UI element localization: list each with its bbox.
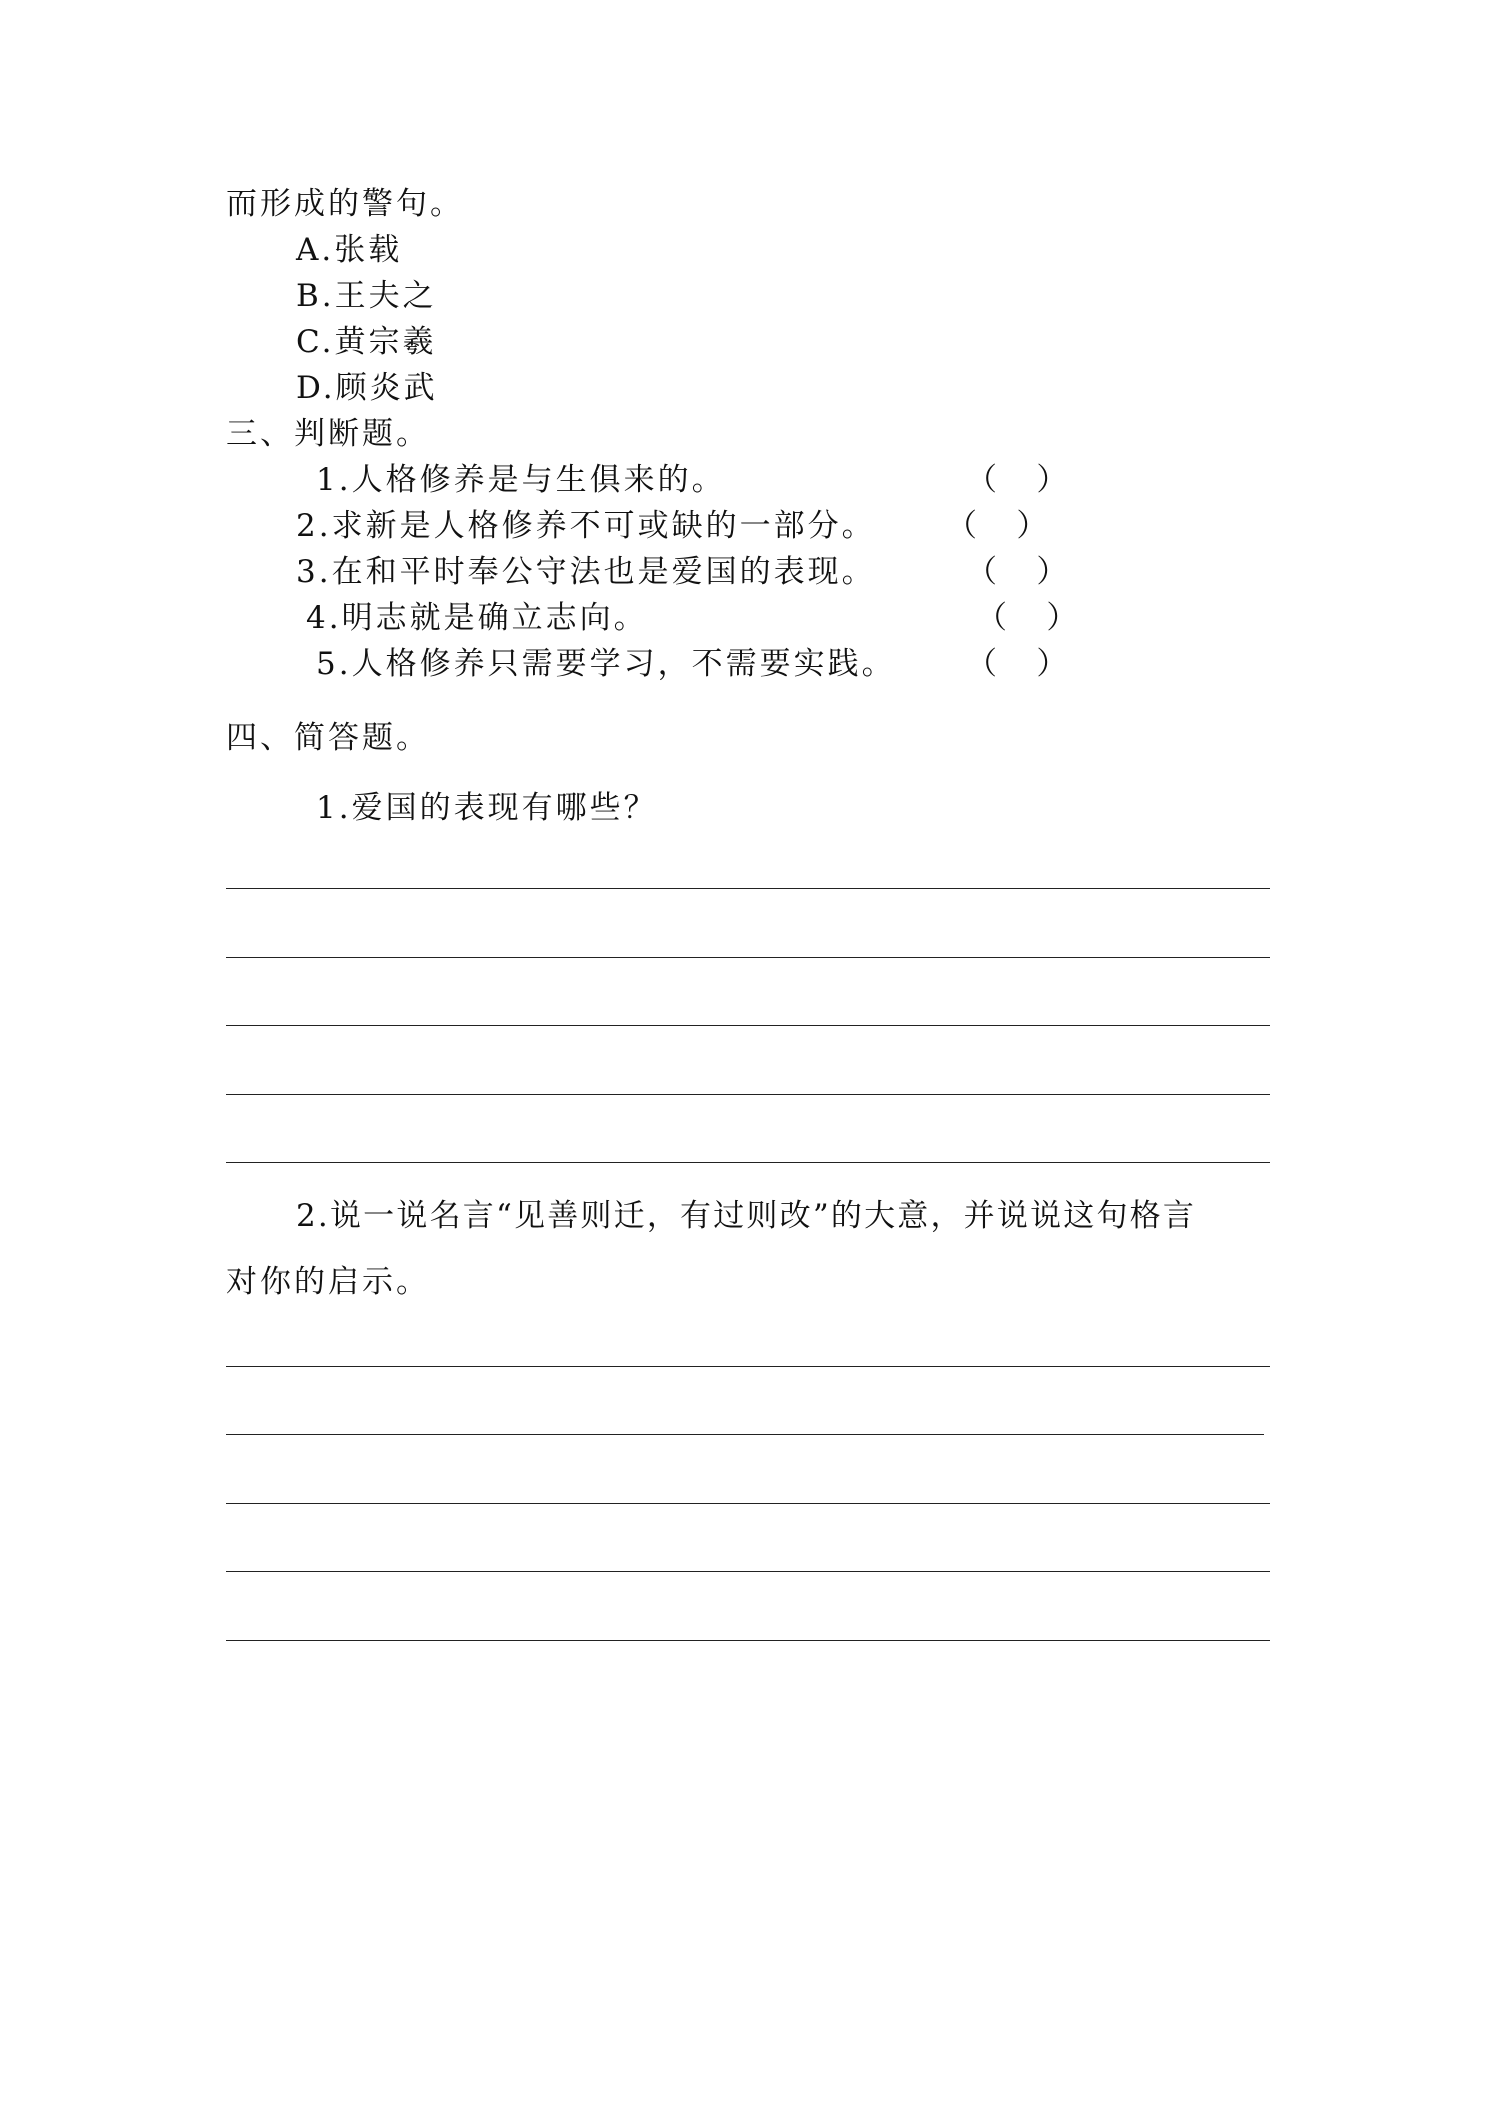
answer-line[interactable] (226, 1571, 1270, 1572)
answer-line[interactable] (226, 1503, 1270, 1504)
answer-line[interactable] (226, 888, 1270, 889)
judge-item-2: 2.求新是人格修养不可或缺的一部分。 (296, 508, 876, 544)
section4-title: 四、简答题。 (226, 720, 430, 756)
short-answer-question-2-line-2: 对你的启示。 (226, 1264, 430, 1300)
answer-line[interactable] (226, 1366, 1270, 1367)
section3-title: 三、判断题。 (226, 416, 430, 452)
judge-item-5: 5.人格修养只需要学习，不需要实践。 (316, 646, 896, 682)
answer-line[interactable] (226, 1162, 1270, 1163)
judge-item-3: 3.在和平时奉公守法也是爱国的表现。 (296, 554, 876, 590)
judge-answer-blank-4: （ ） (976, 600, 1078, 636)
answer-line[interactable] (226, 1640, 1270, 1641)
answer-line[interactable] (226, 957, 1270, 958)
short-answer-question-2-line-1: 2.说一说名言“见善则迁，有过则改”的大意，并说说这句格言 (296, 1198, 1197, 1234)
judge-item-4: 4.明志就是确立志向。 (306, 600, 648, 636)
question-continuation: 而形成的警句。 (226, 186, 464, 222)
option-d: D.顾炎武 (296, 370, 438, 406)
answer-line[interactable] (226, 1434, 1264, 1435)
option-a: A.张载 (296, 232, 403, 268)
judge-answer-blank-1: （ ） (966, 462, 1068, 498)
option-c: C.黄宗羲 (296, 324, 437, 360)
judge-item-1: 1.人格修养是与生俱来的。 (316, 462, 726, 498)
judge-answer-blank-3: （ ） (966, 554, 1068, 590)
answer-line[interactable] (226, 1025, 1270, 1026)
short-answer-question-1: 1.爱国的表现有哪些？ (316, 790, 658, 826)
judge-answer-blank-2: （ ） (946, 508, 1048, 544)
judge-answer-blank-5: （ ） (966, 646, 1068, 682)
answer-line[interactable] (226, 1094, 1270, 1095)
option-b: B.王夫之 (296, 278, 437, 314)
